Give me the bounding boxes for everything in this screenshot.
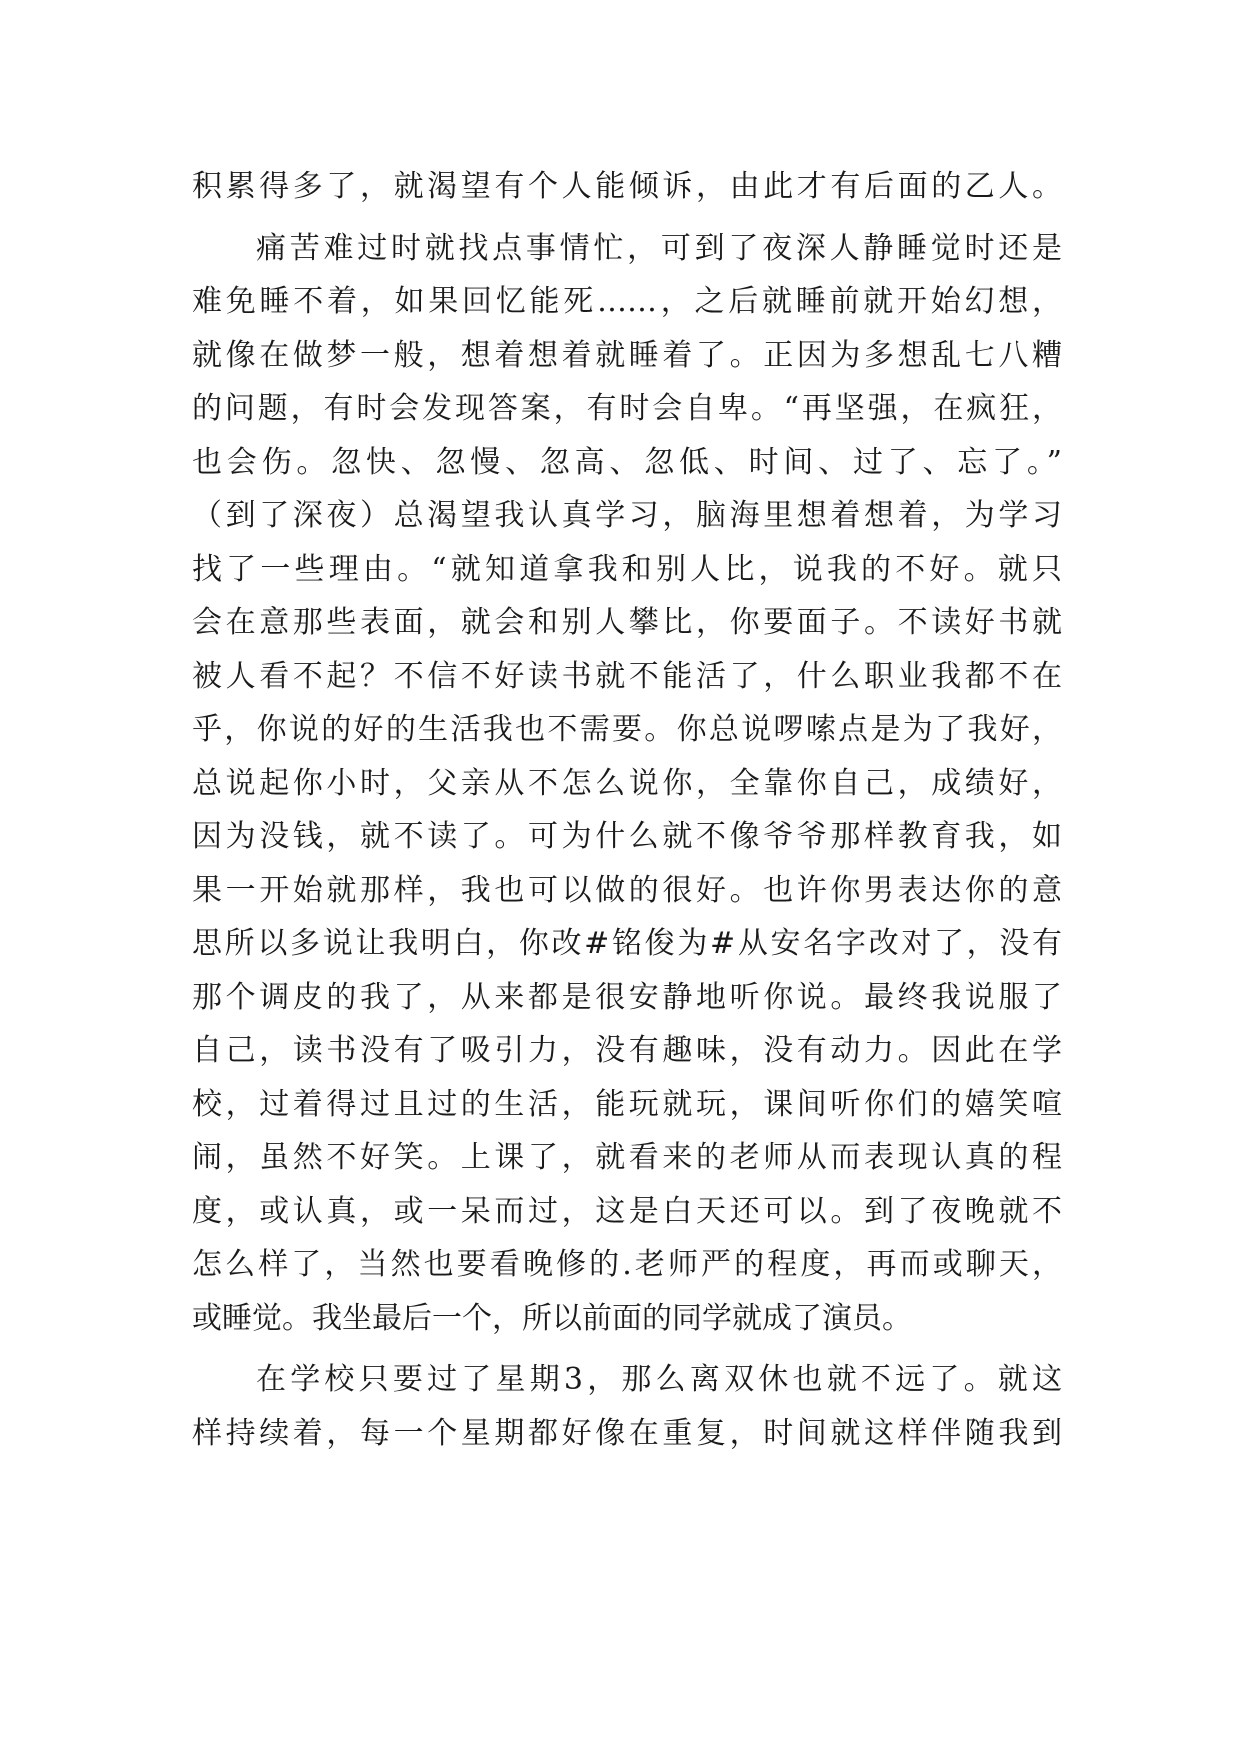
text-line: 因为没钱，就不读了。可为什么就不像爷爷那样教育我，如: [192, 819, 1062, 854]
text-line: 积累得多了，就渴望有个人能倾诉，由此才有后面的乙人。: [192, 169, 1062, 204]
text-line: 找了一些理由。“就知道拿我和别人比，说我的不好。就只: [192, 551, 1062, 587]
text-line: 难免睡不着，如果回忆能死……，之后就睡前就开始幻想，: [192, 284, 1062, 319]
text-line: 那个调皮的我了，从来都是很安静地听你说。最终我说服了: [192, 979, 1062, 1015]
text-line: 闹，虽然不好笑。上课了，就看来的老师从而表现认真的程: [192, 1140, 1062, 1175]
text-line: 自己，读书没有了吸引力，没有趣味，没有动力。因此在学: [192, 1033, 1062, 1068]
text-line: 怎么样了，当然也要看晚修的.老师严的程度，再而或聊天，: [192, 1247, 1062, 1282]
text-line: （到了深夜）总渴望我认真学习，脑海里想着想着，为学习: [192, 498, 1062, 533]
text-line: 的问题，有时会发现答案，有时会自卑。“再坚强，在疯狂，: [192, 391, 1062, 426]
document-body: [192, 160, 1062, 1460]
text-line: 也会伤。忽快、忽慢、忽高、忽低、时间、过了、忘了。”: [192, 444, 1062, 480]
text-line: 校，过着得过且过的生活，能玩就玩，课间听你们的嬉笑喧: [192, 1086, 1062, 1122]
text-line: 乎，你说的好的生活我也不需要。你总说啰嗦点是为了我好，: [192, 712, 1062, 747]
text-line: 度，或认真，或一呆而过，这是白天还可以。到了夜晚就不: [192, 1193, 1062, 1229]
text-line: 在学校只要过了星期3，那么离双休也就不远了。就这: [256, 1362, 1062, 1397]
text-line: 或睡觉。我坐最后一个，所以前面的同学就成了演员。: [192, 1300, 912, 1336]
text-line: 样持续着，每一个星期都好像在重复，时间就这样伴随我到: [192, 1415, 1062, 1451]
text-line: 总说起你小时，父亲从不怎么说你，全靠你自己，成绩好，: [192, 765, 1062, 801]
text-line: 思所以多说让我明白，你改#铭俊为#从安名字改对了，没有: [192, 926, 1062, 961]
text-line: 痛苦难过时就找点事情忙，可到了夜深人静睡觉时还是: [256, 230, 1062, 266]
text-line: 被人看不起？不信不好读书就不能活了，什么职业我都不在: [192, 658, 1062, 694]
text-line: 会在意那些表面，就会和别人攀比，你要面子。不读好书就: [192, 605, 1062, 640]
text-line: 果一开始就那样，我也可以做的很好。也许你男表达你的意: [192, 872, 1062, 908]
text-line: 就像在做梦一般，想着想着就睡着了。正因为多想乱七八糟: [192, 337, 1062, 373]
